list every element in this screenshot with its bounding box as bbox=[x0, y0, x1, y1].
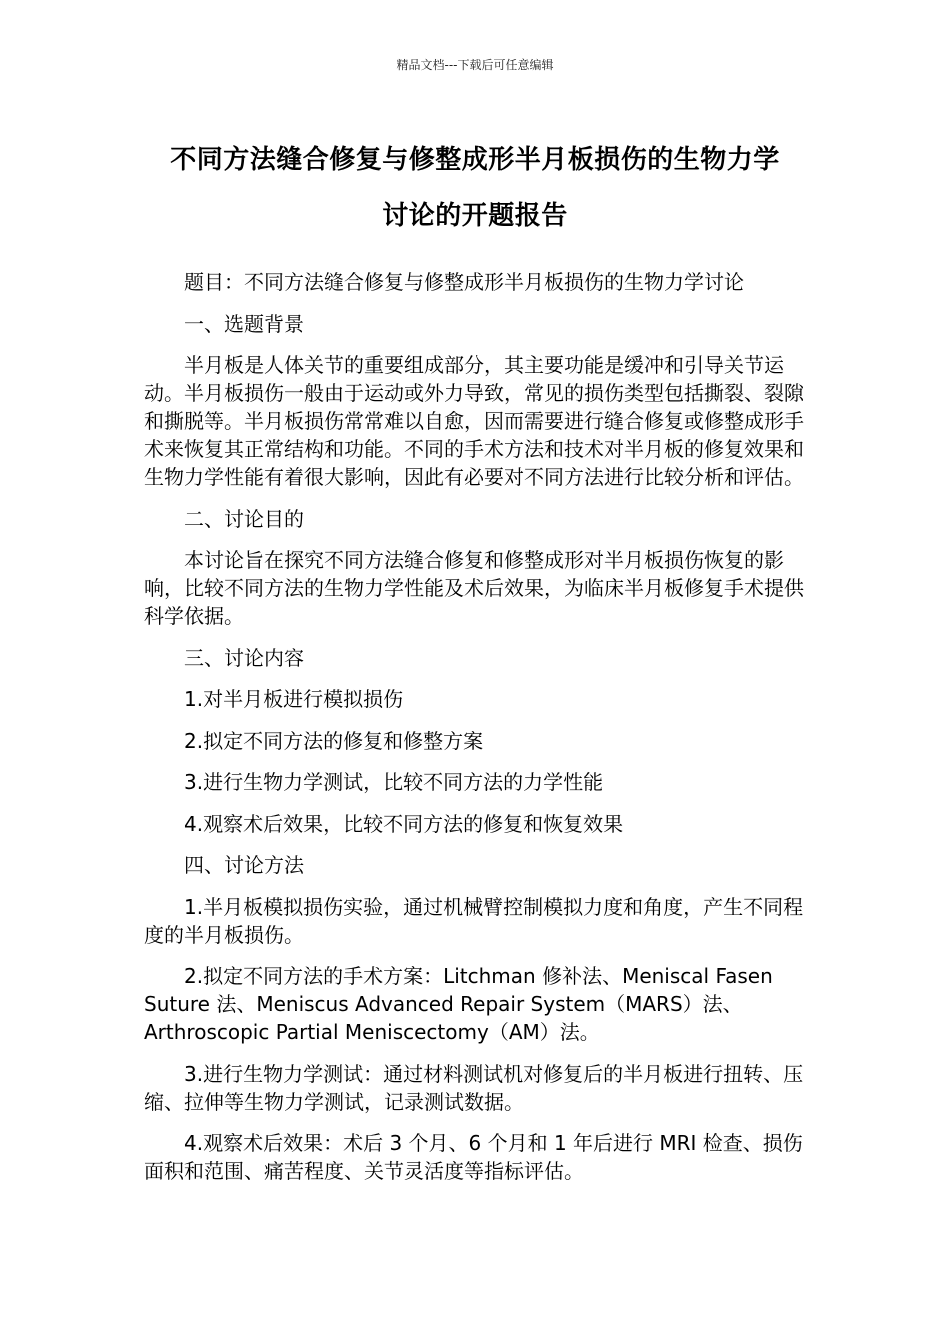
method-item: 3.进行生物力学测试：通过材料测试机对修复后的半月板进行扭转、压缩、拉伸等生物力学测试，记录测试数据。 bbox=[144, 1061, 804, 1114]
section-heading-method: 四、讨论方法 bbox=[184, 853, 304, 877]
content-item: 2.拟定不同方法的修复和修整方案 bbox=[184, 728, 484, 753]
title-line-1: 不同方法缝合修复与修整成形半月板损伤的生物力学 bbox=[170, 145, 780, 175]
content-item: 1.对半月板进行模拟损伤 bbox=[184, 687, 404, 711]
content-item: 3.进行生物力学测试，比较不同方法的力学性能 bbox=[184, 770, 604, 794]
background-paragraph: 半月板是人体关节的重要组成部分，其主要功能是缓冲和引导关节运动。半月板损伤一般由于运动或外力导致，常见的损伤类型包括撕裂、裂隙和撕脱等。半月板损伤常常难以自愈，因而需要进行缝合修复或修整成形手术来恢复其正常结构和功能。不同的手术方法和技术对半月板的修复效果和生物力学性能有着很大影响，因此有必要对不同方法进行比较分析和评估。 bbox=[144, 353, 804, 489]
section-heading-background: 一、选题背景 bbox=[184, 311, 304, 336]
section-heading-content: 三、讨论内容 bbox=[184, 645, 304, 670]
method-item: 2.拟定不同方法的手术方案：Litchman 修补法、Meniscal Fasen Suture 法、Meniscus Advanced Repair System（MARS）法、Arthroscopic Partial Meniscectomy（AM）法。 bbox=[144, 964, 773, 1044]
topic-line: 题目：不同方法缝合修复与修整成形半月板损伤的生物力学讨论 bbox=[184, 270, 744, 294]
title-line-2: 讨论的开题报告 bbox=[382, 201, 568, 231]
purpose-paragraph: 本讨论旨在探究不同方法缝合修复和修整成形对半月板损伤恢复的影响，比较不同方法的生物力学性能及术后效果，为临床半月板修复手术提供科学依据。 bbox=[144, 548, 804, 628]
method-item: 4.观察术后效果：术后 3 个月、6 个月和 1 年后进行 MRI 检查、损伤面积和范围、痛苦程度、关节灵活度等指标评估。 bbox=[144, 1131, 803, 1183]
document-body bbox=[144, 268, 804, 1199]
method-item: 1.半月板模拟损伤实验，通过机械臂控制模拟力度和角度，产生不同程度的半月板损伤。 bbox=[144, 894, 804, 947]
content-item: 4.观察术后效果，比较不同方法的修复和恢复效果 bbox=[184, 811, 624, 836]
document-title bbox=[120, 132, 830, 244]
section-heading-purpose: 二、讨论目的 bbox=[184, 506, 304, 531]
header-note: 精品文档---下载后可任意编辑 bbox=[396, 58, 554, 72]
